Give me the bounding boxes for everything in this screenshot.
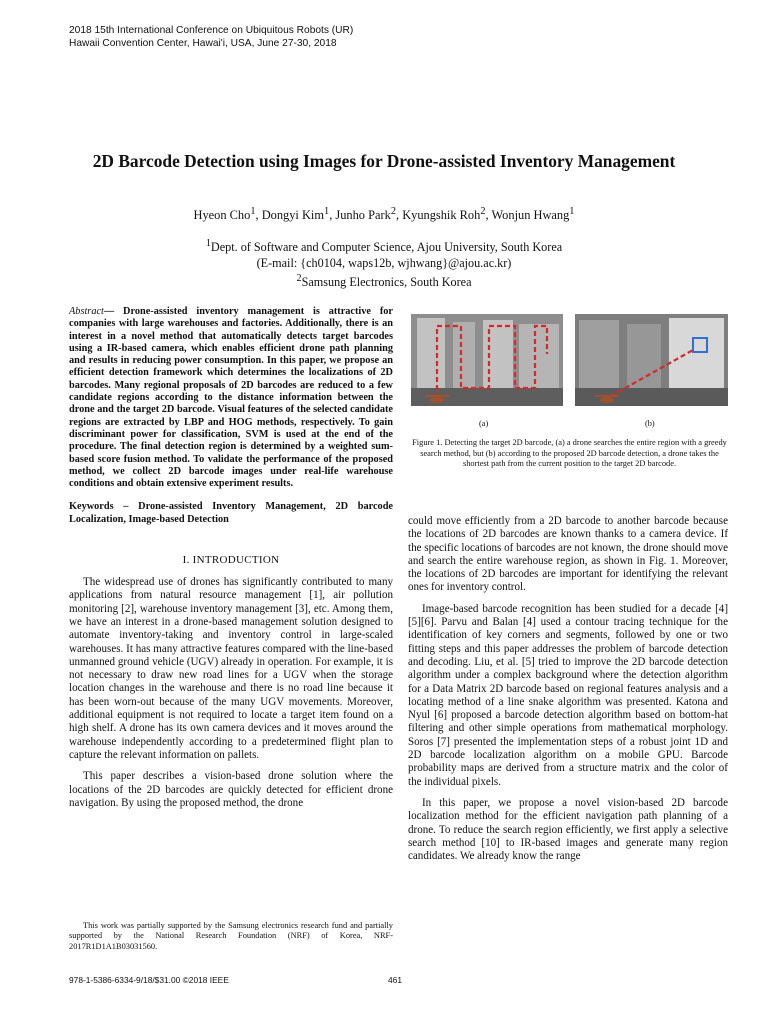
figure-label-a: (a) xyxy=(479,419,489,428)
author-affil-mark: 2 xyxy=(390,206,396,217)
footnote xyxy=(69,921,393,952)
author-name: Junho Park xyxy=(335,208,391,223)
abstract-label: Abstract xyxy=(69,306,104,317)
conference-line-1: 2018 15th International Conference on Ubiquitous Robots (UR) xyxy=(69,25,354,36)
figure-label-b: (b) xyxy=(645,419,655,428)
author-list: Hyeon Cho$^1$, Dongyi Kim$^1$, Junho Park$^2$, Kyungshik Roh$^2$, Wonjun Hwang$^1$ xyxy=(193,206,575,223)
isbn-footer: 978-1-5386-6334-9/18/$31.00 ©2018 IEEE xyxy=(69,975,229,985)
affil-mark: 2 xyxy=(296,273,302,285)
author-name: Wonjun Hwang xyxy=(491,208,570,223)
figure-caption: Figure 1. Detecting the target 2D barcode, (a) a drone searches the entire region with a greedy search method, but (b) according to the proposed 2D barcode detection, a drone takes the shortest path from the current position to the target 2D barcode. xyxy=(412,438,727,469)
body-paragraph: could move efficiently from a 2D barcode to another barcode because the locations of 2D barcodes are known thanks to a camera device. If the specific locations of barcodes are not known, the drone should move and search the entire warehouse region, as shown in Fig. 1. Moreover, the locations of 2D barcodes are important for identifying the relevant ones for inventory control. xyxy=(408,515,728,594)
abstract-text: — Drone-assisted inventory management is attractive for companies with large warehouses and factories. Additionally, there is an interest in a novel method that automatically detects target barcodes using a IR-based camera, which enables efficient drone path planning and results in reducing power consumption. In this paper, we propose an efficient detection framework which determines the localizations of 2D barcodes. Many regional proposals of 2D barcodes are reduced to a few candidate regions according to the distance information between the drone and the target 2D barcode. Visual features of the selected candidate regions are extracted by LBP and HOG methods, respectively. To gain discriminant power for classification, SVM is used at the end of the procedure. The final detection region is determined by a weighted sum-based score fusion method. To validate the performance of the proposed method, we collect 2D barcode images under real-life warehouse conditions and obtain extensive experiment results. xyxy=(69,306,393,490)
author-affil-mark: 1 xyxy=(569,206,575,217)
author-name: Hyeon Cho xyxy=(193,208,251,223)
affiliation-text: Dept. of Software and Computer Science, Ajou University, South Korea xyxy=(210,240,563,255)
footnote-text: This work was partially supported by the Samsung electronics research fund and partially supported by the National Research Foundation (NRF) of Korea, NRF-2017R1D1A1B03031560. xyxy=(69,921,393,951)
affil-mark: 1 xyxy=(205,238,211,249)
affiliation-email: (E-mail: {ch0104, waps12b, wjhwang}@ajou.ac.kr) xyxy=(256,255,512,270)
author-affil-mark: 1 xyxy=(250,206,256,217)
abstract xyxy=(69,306,393,490)
left-column xyxy=(69,306,393,818)
affiliation-text: Samsung Electronics, South Korea xyxy=(301,275,472,290)
proposed-path-illustration xyxy=(575,314,728,406)
body-paragraph: Image-based barcode recognition has been studied for a decade [4][5][6]. Parvu and Balan [4] used a contour tracing technique for the identification of key corners and segments, followed by one or two fitting steps and this paper addresses the problem of barcode detection and decoding. Liu, et al. [5] tried to improve the 2D barcode detection algorithm under a complex background where the detection algorithm for a Data Matrix 2D barcode based on regional features analysis and a locating method of a line snake algorithm was presented. Katona and Nyul [6] proposed a barcode detection algorithm based on bottom-hat filtering and other simple operations from mathematical morphology. Soros [7] presented the implementation steps of a robust joint 1D and 2D barcode localization algorithm on a mobile GPU. Barcode probability maps are derived from a structure matrix and the color of the individual pixels. xyxy=(408,602,728,788)
body-paragraph: This paper describes a vision-based drone solution where the locations of the 2D barcodes are quickly detected for efficient drone navigation. By using the proposed method, the drone xyxy=(69,770,393,809)
figure-panel-a xyxy=(411,314,563,406)
paper-title: 2D Barcode Detection using Images for Drone-assisted Inventory Management xyxy=(92,151,676,171)
author-affil-mark: 2 xyxy=(480,206,486,217)
figure-panel-b xyxy=(575,314,728,406)
body-paragraph: The widespread use of drones has significantly contributed to many applications from natural resource management [1], air pollution monitoring [2], warehouse inventory management [3], etc. Among them, we have an interest in a drone-based management solution designed to automate inventory-taking and inventory control in large-scaled warehouses. It has many attractive features compared with the line-based unmanned ground vehicle (UGV) already in operation. For example, it is not necessary to draw new road lines for a UGV when the storage location changes in the warehouse and there is no road line because it has been worn-out because of the many UGV movements. Moreover, additional equipment is not required to locate a target item found on a high shelf. A drone has its own camera devices and it moves around the warehouse independently according to a predetermined flight plan to capture the relevant information on pallets. xyxy=(69,576,393,761)
right-column xyxy=(408,515,728,871)
figure-1 xyxy=(411,314,728,432)
author-name: Kyungshik Roh xyxy=(402,208,481,223)
affiliation-2 xyxy=(60,271,708,291)
conference-line-2: Hawaii Convention Center, Hawai'i, USA, June 27-30, 2018 xyxy=(69,37,337,49)
body-paragraph: In this paper, we propose a novel vision-based 2D barcode localization method for the efficient navigation path planning of a drone. To reduce the search region efficiently, we first apply a selective search method [10] to IR-based images and generate many region candidates. We already know the range xyxy=(408,796,728,863)
section-heading-introduction: I. INTRODUCTION xyxy=(182,554,280,567)
keywords: Keywords – Drone-assisted Inventory Management, 2D barcode Localization, Image-based Detection xyxy=(69,501,393,525)
page-number: 461 xyxy=(388,975,402,985)
author-affil-mark: 1 xyxy=(324,206,330,217)
greedy-search-illustration xyxy=(411,314,563,406)
author-name: Dongyi Kim xyxy=(261,208,325,223)
conference-header xyxy=(69,25,569,50)
affiliation-1 xyxy=(60,236,708,256)
affiliations xyxy=(60,236,708,291)
